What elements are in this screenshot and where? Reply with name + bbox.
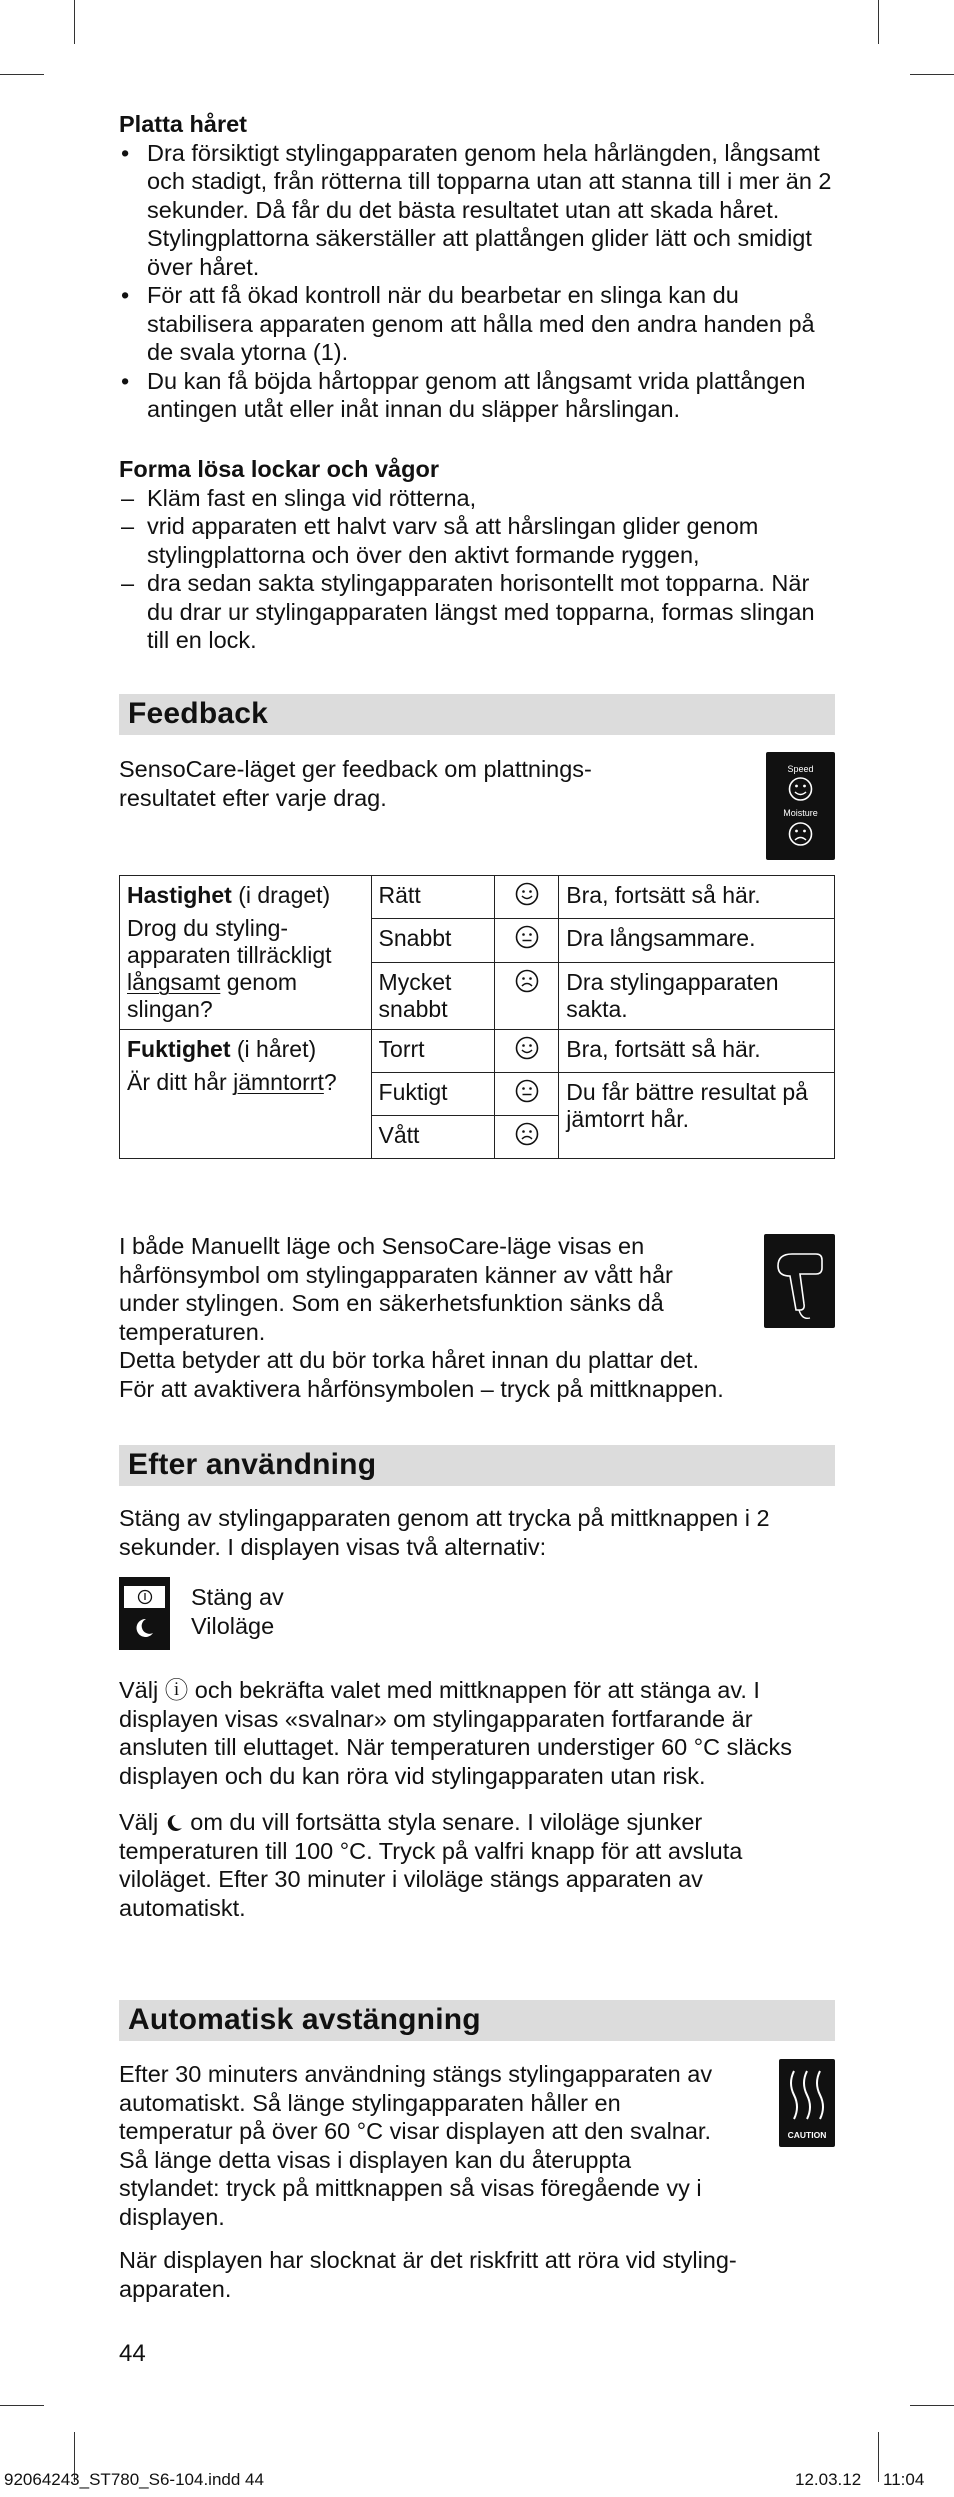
speed-question-underlined: långsamt (127, 969, 221, 995)
moisture-cell (120, 1030, 372, 1159)
feedback-heading: Feedback (119, 694, 835, 735)
crop-mark (910, 2405, 954, 2406)
advice-cell: Bra, fortsätt så här. (559, 1030, 835, 1073)
forma-list (119, 484, 835, 655)
moisture-question: Är ditt hår (127, 1069, 234, 1095)
section-forma (119, 455, 835, 655)
crop-mark (74, 0, 75, 44)
sad-face-icon (495, 1116, 559, 1159)
efter-para2-start: Välj (119, 1809, 165, 1835)
efter-para1: Välj ⓘ och bekräfta valet med mittknappen för att stänga av. I displayen visas «svalnar» om stylingapparaten fortfarande är ansluten till eluttaget. När temperaturen understiger 60 °C släcks displayen och du kan röra vid stylingapparaten utan risk. (119, 1677, 792, 1789)
advice-cell: Bra, fortsätt så här. (559, 876, 835, 919)
feedback-intro: SensoCare-läget ger feedback om plattnings-resultatet efter varje drag. (119, 756, 592, 811)
crop-mark (910, 74, 954, 75)
efter-para2 (119, 1808, 835, 1922)
efter-intro: Stäng av stylingapparaten genom att trycka på mittknappen i 2 sekunder. I displayen visas två alternativ: (119, 1505, 770, 1560)
dryer-section (119, 1232, 835, 1403)
state-cell: Torrt (371, 1030, 495, 1073)
power-options (191, 1583, 284, 1640)
moon-icon (165, 1813, 183, 1833)
hair-dryer-icon (764, 1234, 835, 1328)
caution-label: CAUTION (787, 2130, 827, 2140)
speed-question: genom slingan? (127, 969, 298, 1022)
list-item: • Du kan få böjda hårtoppar genom att långsamt vrida plattången antingen utåt eller inåt innan du släpper hårslingan. (119, 367, 835, 424)
moisture-sub: (i håret) (236, 1036, 317, 1062)
speed-cell (120, 876, 372, 1030)
moisture-question-underlined: jämntorrt (233, 1069, 324, 1095)
speed-sub: (i draget) (238, 882, 331, 908)
state-cell: Fuktigt (371, 1073, 495, 1116)
dryer-text: Detta betyder att du bör torka håret innan du plattar det. (119, 1347, 700, 1373)
state-cell: Mycket snabbt (371, 962, 495, 1029)
advice-cell: Du får bättre resultat på jämtorrt hår. (559, 1073, 835, 1159)
page-number: 44 (119, 2340, 146, 2367)
sensocare-display-icon (766, 752, 835, 860)
moisture-label: Fuktighet (127, 1036, 231, 1062)
auto-para1: Efter 30 minuters användning stängs stylingapparaten av automatiskt. Så länge stylingapparaten håller en temperatur på över 60 °C visar displayen att den svalnar. Så länge detta visas i displayen kan du återuppta stylandet: tryck på mittknappen så visas föregående vy i displayen. (119, 2061, 713, 2230)
list-item: • Dra försiktigt stylingapparaten genom hela hårlängden, långsamt och stadigt, från rötterna till topparna utan att stanna till i mer än 2 sekunder. Då får du det bästa resultatet utan att skada håret. Stylingplattorna säkerställer att plattången glider lätt och smidigt över håret. (119, 139, 835, 282)
speed-label: Hastighet (127, 882, 232, 908)
moisture-question: ? (323, 1069, 337, 1095)
state-cell: Vått (371, 1116, 495, 1159)
forma-heading: Forma lösa lockar och vågor (119, 456, 439, 482)
crop-mark (0, 74, 44, 75)
moisture-label: Moisture (783, 808, 818, 818)
footer-time: 11:04 (883, 2470, 925, 2489)
neutral-face-icon (495, 1073, 559, 1116)
footer-date: 12.03.12 (795, 2470, 862, 2489)
crop-mark (0, 2405, 44, 2406)
option-off: Stäng av (191, 1584, 284, 1610)
caution-hot-icon (779, 2059, 835, 2147)
list-item: – vrid apparaten ett halvt varv så att hårslingan glider genom stylingplattorna och över den aktivt formande ryggen, (119, 512, 835, 569)
dryer-text: I både Manuellt läge och SensoCare-läge visas en hårfönsymbol om stylingapparaten känner av vått hår under stylingen. Som en säkerhetsfunktion sänks då temperaturen. (119, 1233, 673, 1345)
smile-icon (495, 1030, 559, 1073)
platta-heading: Platta håret (119, 111, 247, 137)
crop-mark (878, 0, 879, 44)
smile-icon (495, 876, 559, 919)
list-item: • För att få ökad kontroll när du bearbetar en slinga kan du stabilisera apparaten genom att hålla med den andra handen på de svala ytorna (1). (119, 281, 835, 367)
option-sleep: Viloläge (191, 1612, 275, 1639)
list-item: – dra sedan sakta stylingapparaten horisontellt mot topparna. När du drar ur stylingapparaten längst med topparna, formas slingan till en lock. (119, 569, 835, 655)
section-platta (119, 110, 835, 424)
list-item: – Kläm fast en slinga vid rötterna, (119, 484, 835, 513)
platta-list (119, 139, 835, 424)
state-cell: Rätt (371, 876, 495, 919)
speed-question: Drog du styling-apparaten tillräckligt (127, 915, 332, 968)
table-row (120, 876, 835, 919)
neutral-face-icon (495, 919, 559, 962)
advice-cell: Dra långsammare. (559, 919, 835, 962)
power-icon (124, 1586, 165, 1608)
moon-icon (134, 1617, 154, 1646)
power-options-display (119, 1577, 170, 1650)
table-row (120, 1030, 835, 1073)
crop-mark (878, 2432, 879, 2482)
state-cell: Snabbt (371, 919, 495, 962)
advice-cell: Dra stylingapparaten sakta. (559, 962, 835, 1029)
dryer-text: För att avaktivera hårfönsymbolen – tryck på mittknappen. (119, 1375, 724, 1402)
efter-para2-end: om du vill fortsätta styla senare. I viloläge sjunker temperaturen till 100 °C. Tryck på valfri knapp för att avsluta viloläget. Efter 30 minuter i viloläge stängs apparaten av automatiskt. (119, 1809, 743, 1921)
footer-file: 92064243_ST780_S6-104.indd 44 (4, 2470, 264, 2489)
speed-label: Speed (787, 764, 814, 774)
feedback-table (119, 875, 835, 1159)
auto-heading: Automatisk avstängning (119, 2000, 835, 2041)
sad-face-icon (495, 962, 559, 1029)
efter-heading: Efter användning (119, 1445, 835, 1486)
auto-para2: När displayen har slocknat är det riskfritt att röra vid styling-apparaten. (119, 2247, 737, 2302)
